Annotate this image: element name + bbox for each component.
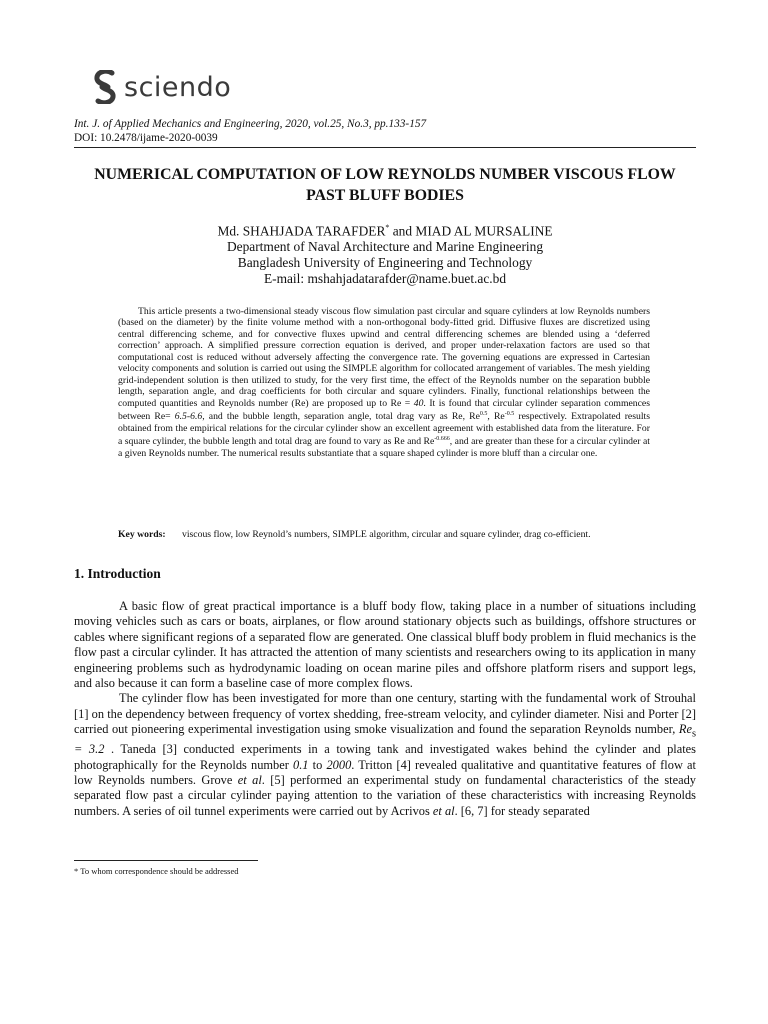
paragraph-text: . [5] performed an experimental study on fundamental characteristics of the steady separated flow past a circular cylinder paying attention to the variation of these characteristics with increasing Reynolds numbers. A series of oil tunnel experiments were carried out by Acrivos (74, 772, 697, 818)
doi: DOI: 10.2478/ijame-2020-0039 (74, 132, 218, 144)
paragraph-text: . Taneda [3] conducted experiments in a towing tank and investigated wakes behind the cylinder and plates photographically for the Reynolds number (74, 742, 696, 772)
et-al: et al (432, 803, 455, 818)
footnote: * To whom correspondence should be addressed (74, 866, 239, 876)
logo-text: sciendo (124, 71, 232, 103)
exponent: -0.5 (504, 411, 515, 418)
paragraph-text: . Tritton [4] revealed qualitative and quantitative features of flow at low Reynolds numbers. Grove (74, 757, 696, 787)
intro-paragraph-2 (74, 691, 696, 819)
intro-paragraph-1: A basic flow of great practical importance is a bluff body flow, taking place in a number of situations including moving vehicles such as cars or boats, airplanes, or flow around stationary objects such as buildings, offshore structures or cables where significant regions of a separated flow are generated. One classical bluff body problem in fluid mechanics is the flow past a circular cylinder. It has attracted the attention of many scientists and researchers owing to its application in many engineering problems such as hydrodynamic loading on ocean marine piles and offshore platform risers and support legs, and also because it can form a baseline case of more complex flows. (74, 599, 696, 691)
re-symbol: Re (678, 722, 692, 737)
university: Bangladesh University of Engineering and Technology (237, 255, 533, 270)
abstract-text: , and are greater than these for a circular cylinder at a given Reynolds number. The numerical results substantiate that a square shaped cylinder is more bluff than a circular one. (118, 436, 650, 459)
re-low: 0.1 (293, 757, 309, 772)
abstract-text: , Re (487, 411, 505, 423)
keywords-text: viscous flow, low Reynold’s numbers, SIMPLE algorithm, circular and square cylinder, drag co-efficient. (182, 529, 591, 540)
footnote-rule (74, 860, 258, 861)
paragraph-text: . [6, 7] for steady separated (454, 803, 590, 818)
abstract-text: , and the bubble length, separation angle, total drag vary as Re, Re (202, 411, 480, 423)
department: Department of Naval Architecture and Marine Engineering (226, 239, 544, 254)
author-1: Md. SHAHJADA TARAFDER (217, 223, 386, 239)
abstract (118, 306, 650, 459)
exponent: 0.5 (479, 411, 488, 418)
paragraph-text: to (308, 757, 327, 772)
re-high: 2000 (326, 757, 352, 772)
paper-title: NUMERICAL COMPUTATION OF LOW REYNOLDS NUMBER VISCOUS FLOW PAST BLUFF BODIES (94, 166, 676, 204)
header-rule (74, 147, 696, 148)
author-2: and MIAD AL MURSALINE (389, 223, 553, 239)
sciendo-s-logo-icon (92, 70, 118, 104)
author-line (74, 223, 696, 239)
re-subscript: s (691, 728, 696, 740)
abstract-text: respectively. Extrapolated results obtained from the empirical relations for the circular cylinder show an excellent agreement with established data from the literature. For a square cylinder, the bubble length and total drag are found to vary as Re and Re (118, 411, 651, 448)
re-value: = 3.2 (74, 742, 105, 757)
abstract-text: This article presents a two-dimensional steady viscous flow simulation past circular and square cylinders at low Reynolds numbers (based on the diameter) by the finite volume method with a non-orthogonal body-fitted grid. Diffusive fluxes are discretized using central differencing scheme, and for convective fluxes upwind and central differencing schemes are blended using a ‘deferred correction’ approach. A simplified pressure correction equation is derived, and proper under-relaxation factors are used so that computational cost is reduced without adversely affecting the convergence rate. The governing equations are expressed in Cartesian velocity components and solution is carried out using the SIMPLE algorithm for collocated arrangement of variables. The mesh yielding grid-independent solution is then utilized to study, for the very first time, the effect of the Reynolds number on the separation bubble length, separation angle, and drag coefficients for both circular and square cylinders. Finally, functional relationships between the computed quantities and Reynolds number (Re) are proposed up to Re = (118, 306, 650, 409)
paragraph-text: The cylinder flow has been investigated for more than one century, starting with the fundamental work of Strouhal [1] on the dependency between frequency of vortex shedding, free-stream velocity, and cylinder diameter. Nisi and Porter [2] carried out pioneering experimental investigation using smoke visualization and found the separation Reynolds number, (74, 691, 696, 737)
email: E-mail: mshahjadatarafder@name.buet.ac.bd (263, 271, 507, 286)
et-al: et al (237, 772, 262, 787)
abstract-re-range: 6.5-6.6 (174, 411, 203, 423)
journal-citation: Int. J. of Applied Mechanics and Engineering, 2020, vol.25, No.3, pp.133-157 (74, 118, 427, 130)
section-heading: 1. Introduction (74, 566, 161, 581)
affiliation (74, 239, 696, 287)
keywords-label: Key words: (118, 529, 166, 540)
abstract-re-value: 40 (413, 397, 424, 409)
keywords (118, 529, 650, 541)
correspondence-mark: * (385, 223, 390, 232)
introduction-body (74, 599, 696, 819)
exponent: -0.666 (434, 436, 450, 443)
abstract-text: . It is found that circular cylinder separation commences between Re= (118, 397, 650, 423)
publisher-logo (92, 70, 231, 104)
